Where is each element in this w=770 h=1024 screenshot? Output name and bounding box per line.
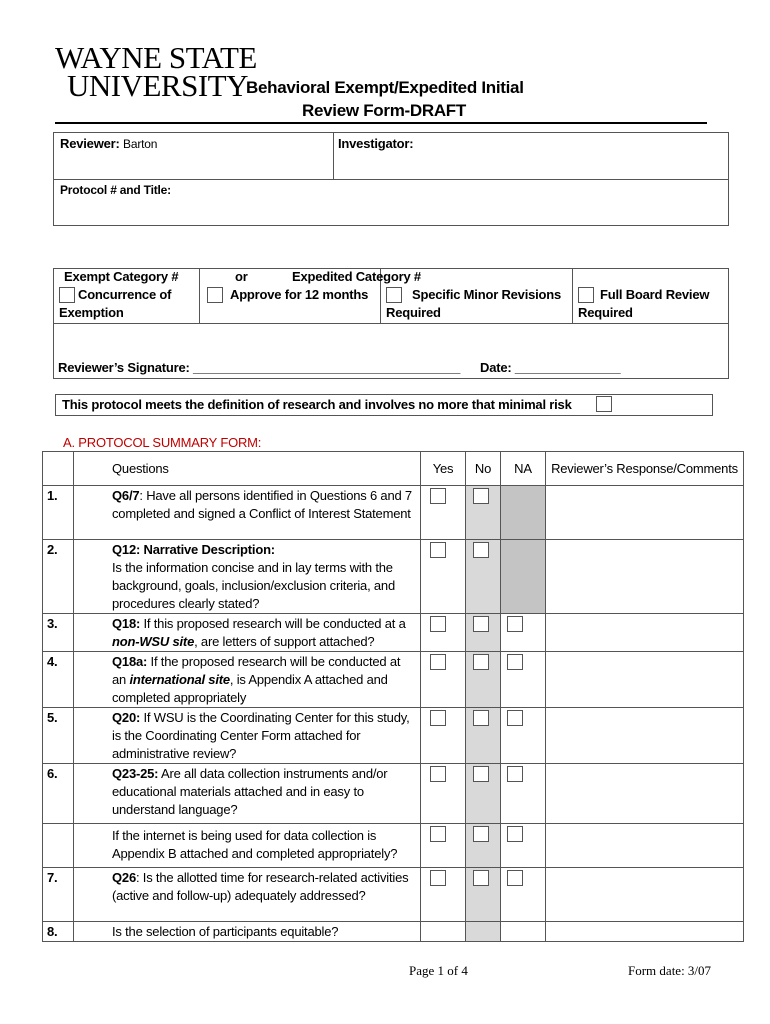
table-row: [43, 764, 744, 824]
category-col-divider-1: [199, 268, 200, 324]
full-board-review-label-1: Full Board Review: [600, 287, 710, 302]
header-questions: Questions: [74, 452, 421, 486]
question-text: [74, 614, 421, 652]
yes-cell: [421, 486, 466, 540]
yes-checkbox[interactable]: [430, 870, 446, 886]
yes-cell: [421, 614, 466, 652]
row-number: 2.: [43, 540, 74, 614]
yes-cell: [421, 824, 466, 868]
no-cell: [466, 540, 501, 614]
comment-cell[interactable]: [546, 922, 744, 942]
yes-cell: [421, 652, 466, 708]
table-row: [43, 652, 744, 708]
na-checkbox[interactable]: [507, 870, 523, 886]
or-label: or: [235, 269, 248, 284]
na-cell: [501, 922, 546, 942]
row-number: 4.: [43, 652, 74, 708]
row-number: [43, 824, 74, 868]
full-board-review-label-2: Required: [578, 305, 633, 320]
reviewer-signature-field[interactable]: Reviewer’s Signature: ______________________________________: [58, 360, 461, 375]
na-cell: [501, 868, 546, 922]
header-num-cell: [43, 452, 74, 486]
yes-checkbox[interactable]: [430, 488, 446, 504]
question-body: Is the selection of participants equitable?: [112, 924, 339, 939]
comment-cell[interactable]: [546, 708, 744, 764]
question-code: Q18a:: [112, 654, 148, 669]
no-checkbox[interactable]: [473, 616, 489, 632]
header-comments: Reviewer’s Response/Comments: [546, 452, 744, 486]
na-cell: [501, 764, 546, 824]
yes-cell: [421, 708, 466, 764]
question-body-a: If this proposed research will be conducted at a: [140, 616, 406, 631]
comment-cell[interactable]: [546, 868, 744, 922]
minimal-risk-checkbox[interactable]: [596, 396, 612, 412]
na-cell-disabled: [501, 486, 546, 540]
protocol-title-label[interactable]: Protocol # and Title:: [60, 183, 171, 197]
table-row: [43, 868, 744, 922]
comment-cell[interactable]: [546, 540, 744, 614]
header-na: NA: [501, 452, 546, 486]
category-col-divider-3: [572, 268, 573, 324]
minor-revisions-label-2: Required: [386, 305, 441, 320]
question-body: : Is the allotted time for research-related activities (active and follow-up) adequately addressed?: [112, 870, 409, 903]
table-row: [43, 708, 744, 764]
header-rule: [55, 122, 707, 124]
concurrence-label-1: Concurrence of: [78, 287, 172, 302]
no-cell: [466, 868, 501, 922]
na-checkbox[interactable]: [507, 766, 523, 782]
header-yes: Yes: [421, 452, 466, 486]
no-cell: [466, 652, 501, 708]
no-cell: [466, 708, 501, 764]
investigator-label[interactable]: Investigator:: [338, 136, 414, 151]
question-code: Q18:: [112, 616, 141, 631]
reviewer-field[interactable]: [60, 135, 157, 153]
no-checkbox[interactable]: [473, 654, 489, 670]
yes-checkbox[interactable]: [430, 542, 446, 558]
comment-cell[interactable]: [546, 764, 744, 824]
question-text: [74, 824, 421, 868]
question-emphasis: non-WSU site: [112, 634, 195, 649]
question-code: Q6/7: [112, 488, 140, 503]
approve-12-months-checkbox[interactable]: [207, 287, 223, 303]
question-emphasis: international site: [129, 672, 230, 687]
no-checkbox[interactable]: [473, 766, 489, 782]
row-number: 1.: [43, 486, 74, 540]
yes-cell: [421, 922, 466, 942]
na-checkbox[interactable]: [507, 654, 523, 670]
minimal-risk-statement: This protocol meets the definition of research and involves no more that minimal risk: [62, 397, 572, 412]
yes-cell: [421, 764, 466, 824]
question-body: If WSU is the Coordinating Center for this study, is the Coordinating Center Form attached for administrative review?: [112, 710, 410, 761]
question-text: [74, 708, 421, 764]
question-body-a: If the proposed research will be conducted at an: [112, 654, 401, 687]
yes-cell: [421, 540, 466, 614]
page-number: Page 1 of 4: [409, 963, 468, 978]
table-row: [43, 540, 744, 614]
minor-revisions-label-1: Specific Minor Revisions: [412, 287, 562, 302]
concurrence-label-2: Exemption: [59, 305, 124, 320]
question-code: Q26: [112, 870, 136, 885]
no-cell: [466, 764, 501, 824]
protocol-summary-table: [42, 451, 744, 942]
full-board-review-checkbox[interactable]: [578, 287, 594, 303]
approve-12-months-label: Approve for 12 months: [230, 287, 369, 302]
reviewer-value[interactable]: Barton: [123, 137, 158, 151]
na-cell: [501, 614, 546, 652]
form-title-line-2: Review Form-DRAFT: [302, 101, 466, 120]
yes-checkbox[interactable]: [430, 710, 446, 726]
na-checkbox[interactable]: [507, 710, 523, 726]
form-title-line-1: Behavioral Exempt/Expedited Initial: [246, 78, 524, 97]
row-number: 3.: [43, 614, 74, 652]
row-number: 8.: [43, 922, 74, 942]
no-cell: [466, 614, 501, 652]
yes-cell: [421, 868, 466, 922]
header-no: No: [466, 452, 501, 486]
concurrence-checkbox[interactable]: [59, 287, 75, 303]
question-text: [74, 868, 421, 922]
question-code: Q23-25:: [112, 766, 159, 781]
box-divider-horizontal: [53, 179, 729, 180]
na-cell-disabled: [501, 540, 546, 614]
question-body: Are all data collection instruments and/or educational materials attached and in easy to understand language?: [112, 766, 388, 817]
logo-line-2: UNIVERSITY: [67, 68, 248, 103]
box-divider-vertical: [333, 132, 334, 180]
question-body-b: , is Appendix A attached and completed appropriately: [112, 672, 388, 705]
minor-revisions-checkbox[interactable]: [386, 287, 402, 303]
question-code: Q20:: [112, 710, 141, 725]
table-row: [43, 824, 744, 868]
na-checkbox[interactable]: [507, 616, 523, 632]
question-code: Q12: Narrative Description:: [112, 542, 275, 557]
question-body-b: , are letters of support attached?: [194, 634, 375, 649]
exempt-category-label: Exempt Category #: [64, 269, 179, 284]
question-body: If the internet is being used for data collection is Appendix B attached and completed appropriately?: [112, 828, 398, 861]
na-cell: [501, 824, 546, 868]
table-row: [43, 614, 744, 652]
comment-cell[interactable]: [546, 652, 744, 708]
no-checkbox[interactable]: [473, 710, 489, 726]
yes-checkbox[interactable]: [430, 654, 446, 670]
question-text: [74, 764, 421, 824]
no-checkbox[interactable]: [473, 542, 489, 558]
no-cell: [466, 922, 501, 942]
question-text: [74, 540, 421, 614]
question-body: Is the information concise and in lay terms with the background, goals, inclusion/exclusion criteria, and procedures clearly stated?: [112, 560, 395, 611]
question-body: : Have all persons identified in Questions 6 and 7 completed and signed a Conflict of Interest Statement: [112, 488, 412, 521]
na-cell: [501, 708, 546, 764]
no-checkbox[interactable]: [473, 488, 489, 504]
yes-checkbox[interactable]: [430, 766, 446, 782]
row-number: 7.: [43, 868, 74, 922]
logo-line-1: WAYNE STATE: [55, 40, 257, 75]
table-row: [43, 486, 744, 540]
no-checkbox[interactable]: [473, 870, 489, 886]
section-a-title: A. PROTOCOL SUMMARY FORM:: [63, 435, 262, 450]
na-cell: [501, 652, 546, 708]
no-cell: [466, 486, 501, 540]
yes-checkbox[interactable]: [430, 616, 446, 632]
table-header-row: [43, 452, 744, 486]
comment-cell[interactable]: [546, 824, 744, 868]
no-cell: [466, 824, 501, 868]
reviewer-label: Reviewer:: [60, 136, 120, 151]
question-text: [74, 922, 421, 942]
row-number: 6.: [43, 764, 74, 824]
comment-cell[interactable]: [546, 614, 744, 652]
date-field[interactable]: Date: _______________: [480, 360, 621, 375]
category-divider: [53, 323, 729, 324]
na-checkbox[interactable]: [507, 826, 523, 842]
question-text: [74, 652, 421, 708]
table-row: [43, 922, 744, 942]
no-checkbox[interactable]: [473, 826, 489, 842]
yes-checkbox[interactable]: [430, 826, 446, 842]
form-date: Form date: 3/07: [628, 963, 712, 978]
comment-cell[interactable]: [546, 486, 744, 540]
row-number: 5.: [43, 708, 74, 764]
question-text: [74, 486, 421, 540]
expedited-category-label: Expedited Category #: [292, 269, 421, 284]
